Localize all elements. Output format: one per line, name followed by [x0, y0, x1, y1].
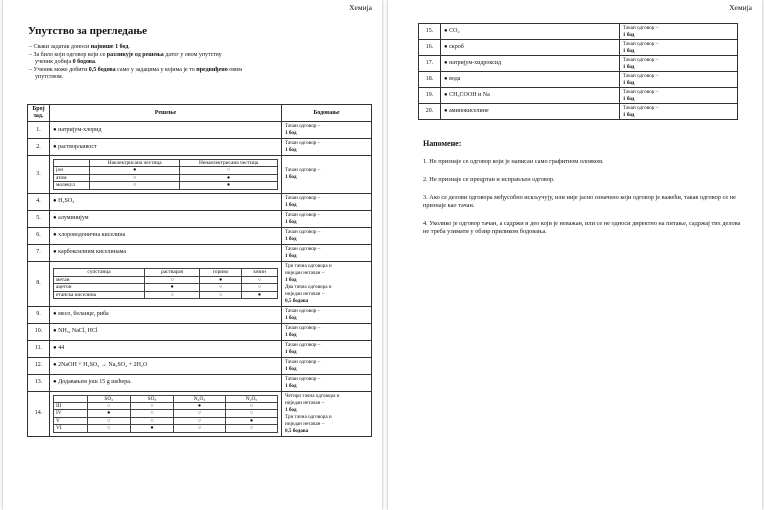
score-cell	[282, 357, 372, 374]
score-line: Тачан одговор –	[285, 324, 321, 331]
solution-cell: ● хлороводонична киселина	[50, 227, 282, 244]
task-number: 14.	[28, 391, 50, 436]
score-line: 1 бод	[285, 201, 297, 208]
score-line: Тачан одговор –	[622, 25, 659, 31]
task-number: 3.	[28, 156, 50, 194]
score-line: 1 бод	[285, 314, 297, 321]
solution-cell: ● месо, беланце, риба	[50, 306, 282, 323]
table-row	[28, 261, 372, 306]
grid-row-label: III	[54, 403, 88, 410]
score-cell	[282, 210, 372, 227]
table-row	[28, 244, 372, 261]
grid-mark: ○	[145, 291, 200, 298]
grid-row	[54, 174, 278, 181]
task-number: 18.	[419, 72, 441, 88]
score-cell	[282, 156, 372, 194]
grid-mark: ●	[226, 417, 278, 424]
table-header-row	[28, 105, 372, 122]
score-line: Три тачна одговора и	[285, 413, 332, 420]
table-row	[28, 156, 372, 194]
score-cell	[282, 306, 372, 323]
grid-header: SO₃	[130, 395, 173, 402]
task-number: 6.	[28, 227, 50, 244]
grid-row-label: IV	[54, 410, 88, 417]
grid-mark: ●	[87, 410, 130, 417]
task-number: 16.	[419, 40, 441, 56]
grid-mark: ○	[226, 410, 278, 417]
grid-mark: ○	[130, 403, 173, 410]
score-line: 1 бод	[285, 174, 297, 181]
grid-row	[54, 410, 278, 417]
score-line: Тачан одговор –	[622, 105, 659, 111]
grid-header: N₂O₃	[174, 395, 226, 402]
score-cell	[282, 227, 372, 244]
score-line: Тачан одговор –	[285, 194, 321, 201]
grid-header	[54, 160, 90, 167]
task-number: 11.	[28, 340, 50, 357]
intro-line-5: упутством.	[35, 74, 64, 81]
grid-row-label: ацетон	[54, 284, 145, 291]
solution-cell: ● натријум-хлорид	[50, 122, 282, 139]
task-number: 19.	[419, 88, 441, 104]
answer-grid	[53, 159, 278, 190]
table-row	[419, 72, 738, 88]
grid-row-label: VI	[54, 425, 88, 432]
task-number: 10.	[28, 323, 50, 340]
grid-mark: ○	[174, 425, 226, 432]
score-line: ниједан нетачан –	[285, 420, 325, 427]
note-item: 3. Ако се делови одговора међусобно искључују, или није јасно означено који одговор је важећи, такав одговор се не признаје као тачан.	[423, 194, 736, 209]
grid-mark: ●	[145, 284, 200, 291]
grid-mark: ○	[174, 417, 226, 424]
answer-grid	[53, 268, 278, 299]
grid-mark: ○	[241, 284, 277, 291]
score-line: Тачан одговор –	[622, 73, 659, 79]
grid-mark: ○	[226, 403, 278, 410]
score-line: 1 бод	[285, 130, 297, 136]
task-number: 7.	[28, 244, 50, 261]
score-line: 0,5 бодова	[285, 427, 309, 434]
grid-row-label: атом	[54, 174, 90, 181]
solution-cell: ● скроб	[441, 40, 620, 56]
grid-header: Ненаелектрисана честица	[180, 160, 278, 167]
solution-cell: ● Додавањем још 15 g шећера.	[50, 374, 282, 391]
task-number: 1.	[28, 122, 50, 139]
grid-mark: ●	[241, 291, 277, 298]
note-item: 1. Не признаје се одговор који је написан само графитном оловком.	[423, 158, 604, 165]
solution-cell: ● растворљивост	[50, 139, 282, 156]
grid-mark: ○	[87, 403, 130, 410]
task-number: 4.	[28, 193, 50, 210]
grid-mark: ○	[130, 417, 173, 424]
score-cell	[282, 391, 372, 436]
table-row	[419, 88, 738, 104]
score-line: 1 бод	[622, 31, 635, 38]
score-line: 1 бод	[285, 331, 297, 338]
grid-mark: ●	[90, 167, 180, 174]
score-cell	[282, 139, 372, 156]
grid-mark: ○	[90, 174, 180, 181]
grid-row	[54, 182, 278, 189]
grid-mark: ●	[180, 182, 278, 189]
col-header-solution: Решење	[50, 105, 282, 122]
score-cell	[619, 40, 737, 56]
score-line: Тачан одговор –	[285, 245, 321, 252]
score-line: ниједан нетачан –	[285, 290, 325, 297]
grid-mark: ○	[226, 425, 278, 432]
grid-mark: ●	[180, 174, 278, 181]
table-row	[419, 40, 738, 56]
score-line: Тачан одговор –	[285, 211, 321, 218]
score-line: Тачан одговор –	[622, 41, 659, 47]
score-cell	[619, 88, 737, 104]
task-number: 2.	[28, 139, 50, 156]
score-cell	[619, 24, 737, 40]
grid-row-label: јон	[54, 167, 90, 174]
solution-cell: ● CH₃COOH и Na	[441, 88, 620, 104]
score-cell	[619, 104, 737, 120]
page-header-subject: Хемија	[729, 3, 752, 12]
score-cell	[282, 323, 372, 340]
page-title: Упутство за прегледање	[28, 25, 148, 37]
grid-header-row	[54, 395, 278, 402]
notes-title: Напомене:	[423, 139, 462, 148]
score-cell	[282, 244, 372, 261]
score-line: 1 бод	[285, 406, 297, 413]
score-line: ниједан нетачан –	[285, 269, 325, 276]
table-row	[28, 227, 372, 244]
col-header-number: Број зад.	[28, 105, 50, 122]
grid-header: SO₂	[87, 395, 130, 402]
solution-cell: ● H₂SO₄	[50, 193, 282, 210]
intro-line-2: – За било који одговор који се разликује од решења датог у овом упутству	[29, 51, 222, 58]
score-line: 1 бод	[622, 63, 635, 70]
notes-list	[423, 158, 743, 246]
grid-mark: ○	[180, 167, 278, 174]
score-line: Два тачна одговора и	[285, 283, 332, 290]
score-line: 0,5 бодова	[285, 297, 309, 304]
table-row	[28, 193, 372, 210]
table-row	[419, 24, 738, 40]
task-number: 12.	[28, 357, 50, 374]
task-number: 20.	[419, 104, 441, 120]
score-line: Тачан одговор –	[285, 228, 321, 235]
left-page	[3, 0, 382, 510]
solution-cell: ● 44	[50, 340, 282, 357]
score-cell	[282, 193, 372, 210]
table-row	[28, 357, 372, 374]
score-line: Тачан одговор –	[285, 375, 321, 382]
solution-cell	[50, 391, 282, 436]
task-number: 5.	[28, 210, 50, 227]
grid-mark: ○	[200, 291, 242, 298]
solution-cell	[50, 156, 282, 194]
grid-mark: ○	[87, 417, 130, 424]
grid-mark: ○	[145, 276, 200, 283]
table-row	[28, 340, 372, 357]
score-line: 1 бод	[285, 218, 297, 225]
grid-row	[54, 167, 278, 174]
grid-header: растварач	[145, 269, 200, 276]
grid-header: Наелектрисана честица	[90, 160, 180, 167]
score-line: Тачан одговор –	[285, 341, 321, 348]
score-line: Тачан одговор –	[285, 167, 321, 174]
page-header-subject: Хемија	[349, 3, 372, 12]
grid-row	[54, 403, 278, 410]
score-line: 1 бод	[622, 111, 635, 118]
task-number: 8.	[28, 261, 50, 306]
score-line: Четири тачна одговора и	[285, 392, 340, 399]
score-cell	[619, 56, 737, 72]
table-row	[28, 306, 372, 323]
score-line: ниједан нетачан –	[285, 399, 325, 406]
grading-table	[27, 104, 372, 437]
grid-header: гориво	[200, 269, 242, 276]
score-line: 1 бод	[622, 79, 635, 86]
solution-cell: ● натријум-хидроксид	[441, 56, 620, 72]
table-row	[419, 56, 738, 72]
grid-mark: ●	[174, 403, 226, 410]
grid-header-row	[54, 160, 278, 167]
score-line: Тачан одговор –	[622, 57, 659, 63]
note-item: 2. Не признаје се прецртан и исправљен одговор.	[423, 176, 555, 183]
intro-instructions	[29, 44, 369, 82]
solution-cell: ● CO₂	[441, 24, 620, 40]
score-line: 1 бод	[285, 382, 297, 389]
score-line: Три тачна одговора и	[285, 262, 332, 269]
table-row	[28, 391, 372, 436]
grid-header	[54, 395, 88, 402]
table-row	[28, 374, 372, 391]
grid-mark: ○	[87, 425, 130, 432]
score-cell	[619, 72, 737, 88]
score-line: 1 бод	[622, 47, 635, 54]
grid-row-label: метан	[54, 276, 145, 283]
score-line: 1 бод	[285, 235, 297, 242]
score-line: Тачан одговор –	[285, 140, 321, 146]
grid-row	[54, 425, 278, 432]
task-number: 13.	[28, 374, 50, 391]
task-number: 9.	[28, 306, 50, 323]
grid-mark: ○	[174, 410, 226, 417]
score-line: 1 бод	[285, 348, 297, 355]
grid-row-label: етанска киселина	[54, 291, 145, 298]
solution-cell: ● аминокиселине	[441, 104, 620, 120]
intro-line-4: – Ученик може добити 0,5 бодова само у задацима у којима је то предвиђено овим	[29, 66, 243, 73]
grid-mark: ●	[130, 425, 173, 432]
table-row	[28, 122, 372, 139]
intro-line-3: ученик добија 0 бодова.	[35, 59, 97, 66]
score-line: 1 бод	[285, 365, 297, 372]
solution-cell: ● вода	[441, 72, 620, 88]
table-row	[28, 139, 372, 156]
grid-mark: ○	[130, 410, 173, 417]
grid-row	[54, 417, 278, 424]
task-number: 17.	[419, 56, 441, 72]
right-page	[388, 0, 762, 510]
grading-table-continued	[418, 23, 738, 120]
score-line: 1 бод	[285, 276, 297, 283]
col-header-scoring: Бодовање	[282, 105, 372, 122]
score-cell	[282, 261, 372, 306]
score-line: 1 бод	[285, 252, 297, 259]
solution-cell: ● NH₃, NaCl, HCl	[50, 323, 282, 340]
score-line: 1 бод	[285, 147, 297, 153]
grid-header: N₂O₅	[226, 395, 278, 402]
table-row	[28, 323, 372, 340]
solution-cell	[50, 261, 282, 306]
score-line: Тачан одговор –	[622, 89, 659, 95]
score-line: Тачан одговор –	[285, 358, 321, 365]
note-item: 4. Уколико је одговор тачан, а садржи и део који је неважан, или се не односи директно на питање, садржај тих делова не треба узимати у обзир приликом бодовања.	[423, 220, 741, 235]
solution-cell: ● 2NaOH + H₂SO₄ → Na₂SO₄ + 2H₂O	[50, 357, 282, 374]
table-row	[419, 104, 738, 120]
score-cell	[282, 122, 372, 139]
grid-mark: ●	[200, 276, 242, 283]
grid-mark: ○	[90, 182, 180, 189]
grid-mark: ○	[241, 276, 277, 283]
grid-row	[54, 284, 278, 291]
grid-mark: ○	[200, 284, 242, 291]
solution-cell: ● алуминијум	[50, 210, 282, 227]
intro-line-1: – Сваки задатак доноси највише 1 бод.	[29, 44, 130, 50]
grid-header: супстанца	[54, 269, 145, 276]
grid-row	[54, 291, 278, 298]
answer-grid	[53, 395, 278, 433]
score-cell	[282, 340, 372, 357]
solution-cell: ● карбоксилним киселинама	[50, 244, 282, 261]
score-line: Тачан одговор –	[285, 307, 321, 314]
grid-row-label: V	[54, 417, 88, 424]
score-line: 1 бод	[622, 95, 635, 102]
score-line: Тачан одговор –	[285, 123, 321, 129]
grid-row-label: молекул	[54, 182, 90, 189]
grid-header-row	[54, 269, 278, 276]
grid-row	[54, 276, 278, 283]
grid-header: зачин	[241, 269, 277, 276]
table-row	[28, 210, 372, 227]
task-number: 15.	[419, 24, 441, 40]
score-cell	[282, 374, 372, 391]
